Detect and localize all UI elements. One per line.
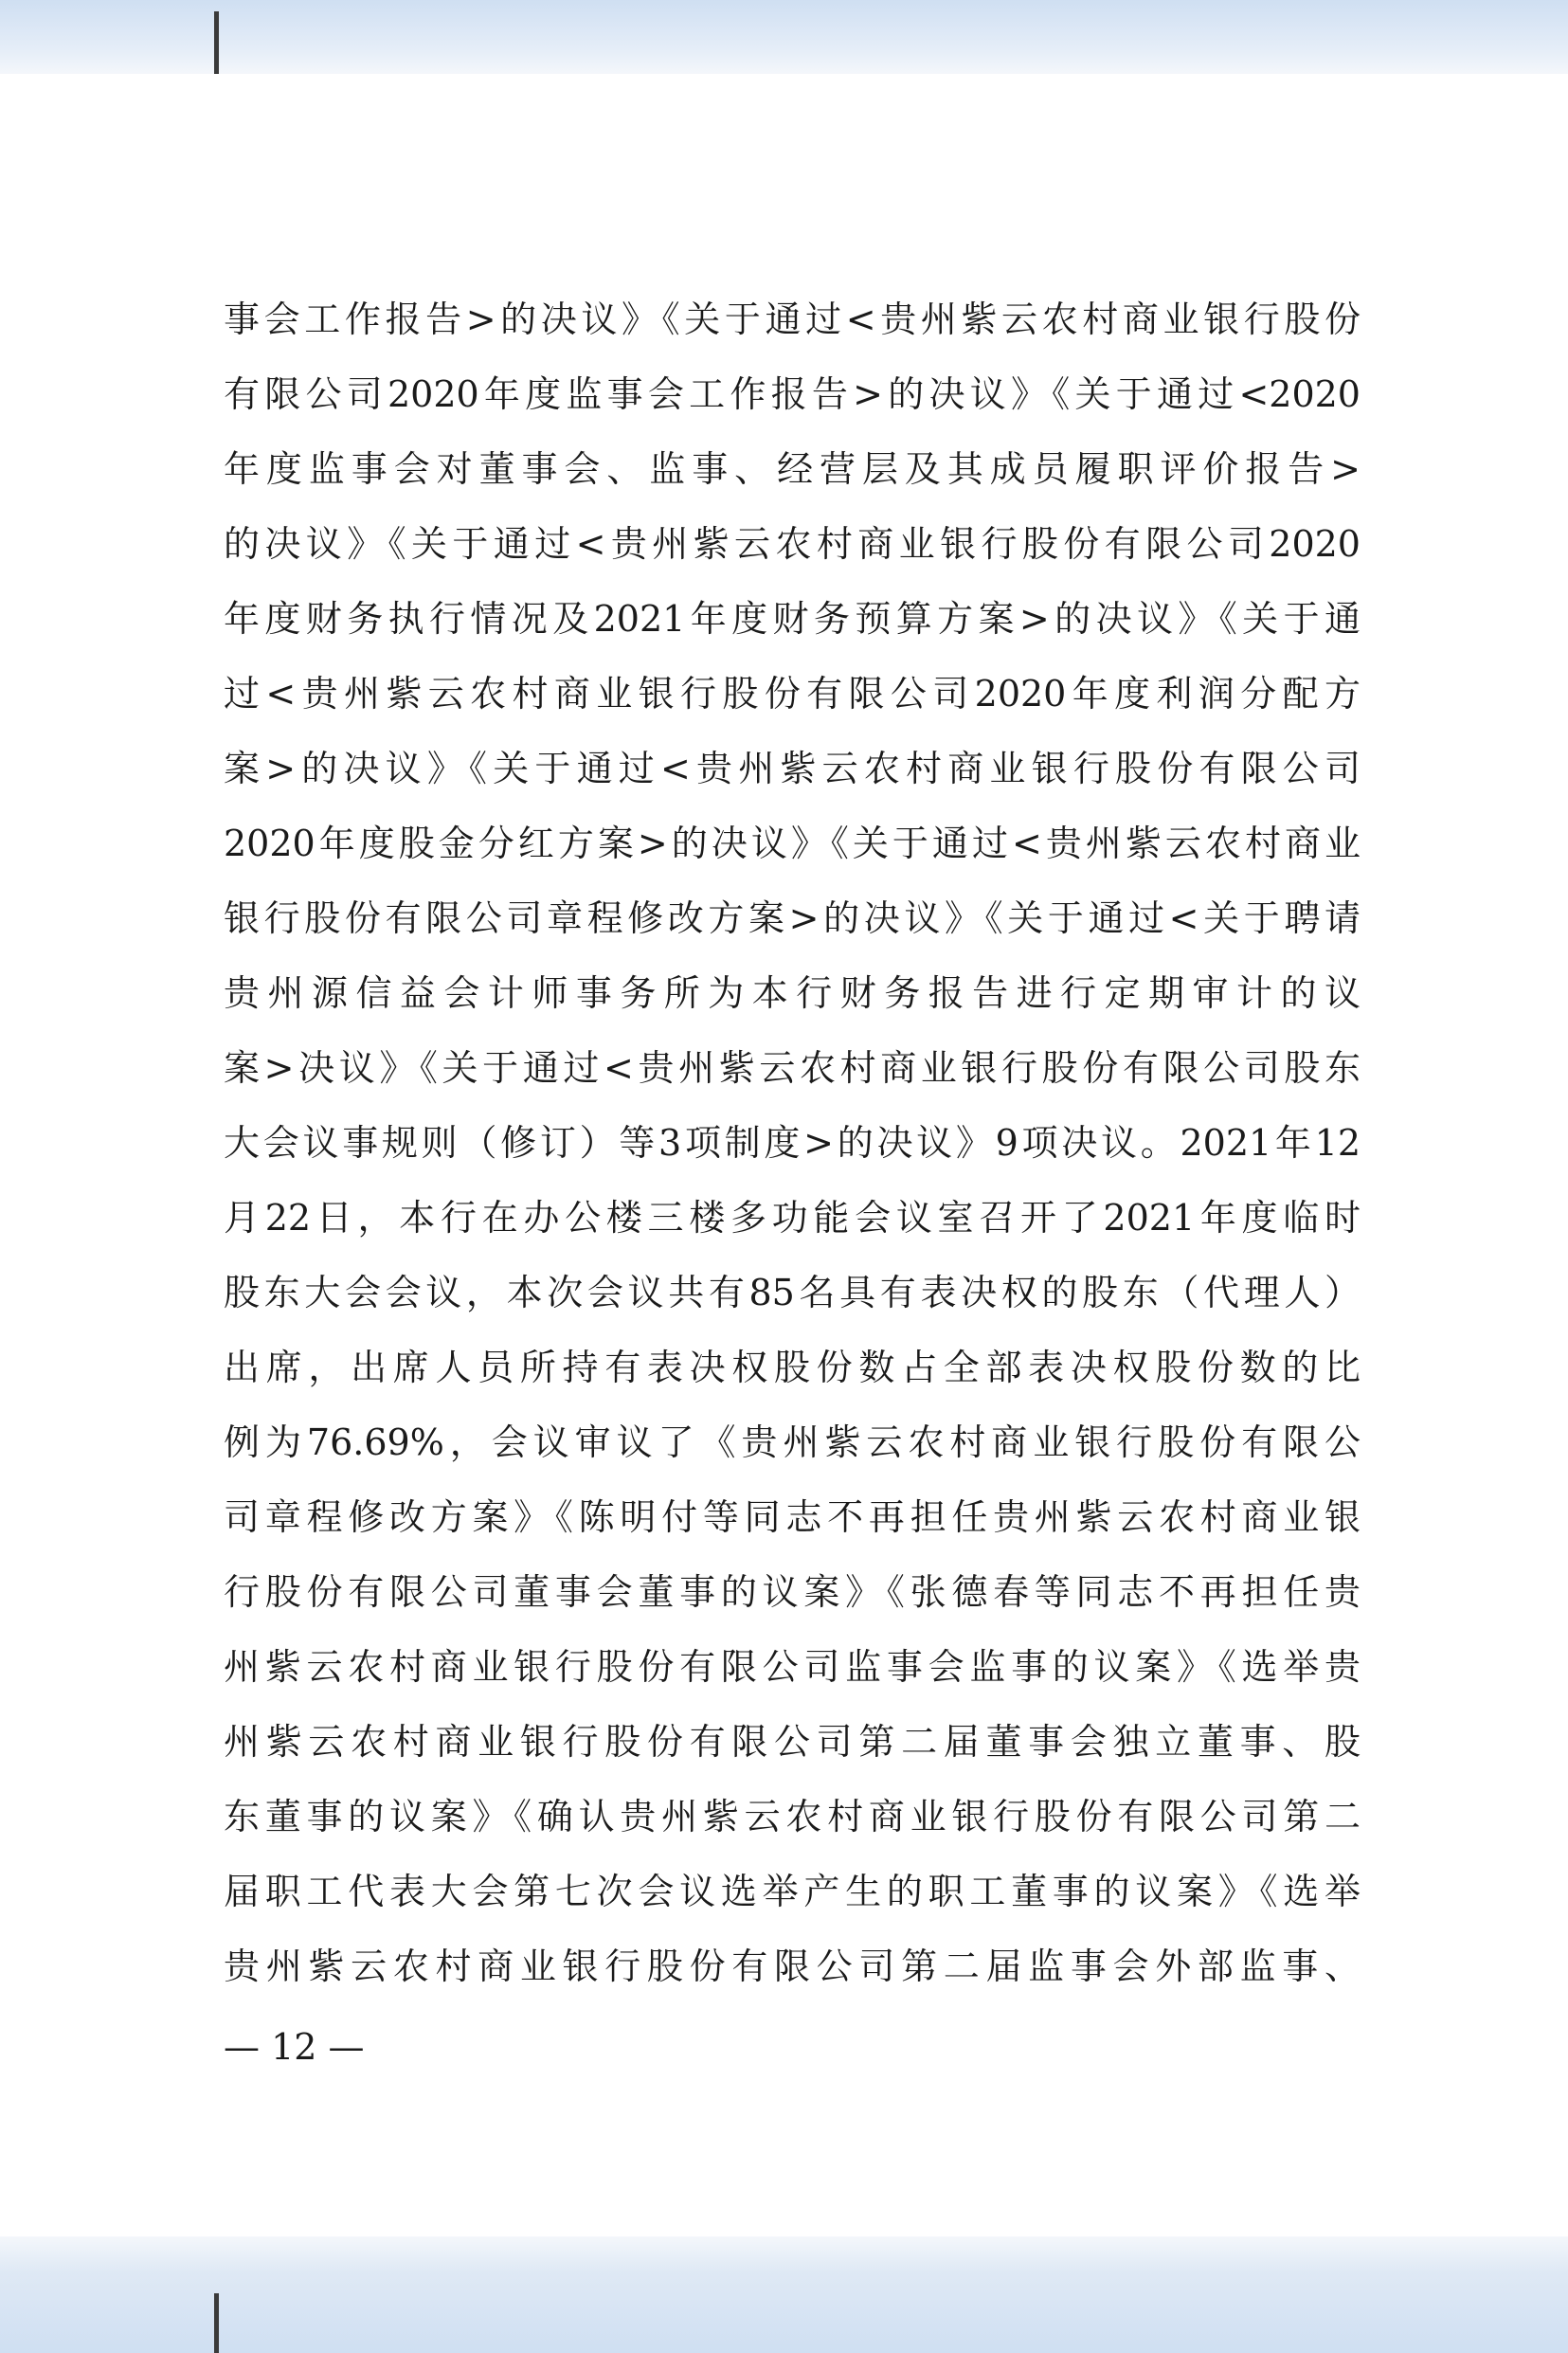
text-line: 2020年度股金分红方案>的决议》《关于通过<贵州紫云农村商业: [224, 823, 1361, 864]
text-line: 的决议》《关于通过<贵州紫云农村商业银行股份有限公司2020: [224, 523, 1361, 565]
text-line: 司章程修改方案》《陈明付等同志不再担任贵州紫云农村商业银: [224, 1496, 1361, 1538]
text-line: 月22日，本行在办公楼三楼多功能会议室召开了2021年度临时: [224, 1197, 1361, 1239]
text-line: 贵州源信益会计师事务所为本行财务报告进行定期审计的议: [224, 972, 1361, 1014]
text-line: 州紫云农村商业银行股份有限公司监事会监事的议案》《选举贵: [224, 1646, 1361, 1688]
scan-band-bottom: [0, 2236, 1568, 2353]
text-line: 有限公司2020年度监事会工作报告>的决议》《关于通过<2020: [224, 373, 1361, 415]
text-line: 大会议事规则（修订）等3项制度>的决议》9项决议。2021年12: [224, 1122, 1361, 1164]
text-line: 州紫云农村商业银行股份有限公司第二届董事会独立董事、股: [224, 1721, 1361, 1763]
text-line: 届职工代表大会第七次会议选举产生的职工董事的议案》《选举: [224, 1871, 1361, 1912]
text-line: 行股份有限公司董事会董事的议案》《张德春等同志不再担任贵: [224, 1571, 1361, 1613]
text-line: 年度财务执行情况及2021年度财务预算方案>的决议》《关于通: [224, 598, 1361, 640]
text-line: 东董事的议案》《确认贵州紫云农村商业银行股份有限公司第二: [224, 1796, 1361, 1837]
text-line: 事会工作报告>的决议》《关于通过<贵州紫云农村商业银行股份: [224, 299, 1361, 340]
text-line: 贵州紫云农村商业银行股份有限公司第二届监事会外部监事、: [224, 1946, 1361, 1987]
text-line: 出席，出席人员所持有表决权股份数占全部表决权股份数的比: [224, 1347, 1361, 1388]
text-line: 案>决议》《关于通过<贵州紫云农村商业银行股份有限公司股东: [224, 1047, 1361, 1089]
text-line: 案>的决议》《关于通过<贵州紫云农村商业银行股份有限公司: [224, 748, 1361, 789]
text-line: 股东大会会议，本次会议共有85名具有表决权的股东（代理人）: [224, 1272, 1361, 1313]
text-line: 年度监事会对董事会、监事、经营层及其成员履职评价报告>: [224, 448, 1361, 490]
text-line: 例为76.69%，会议审议了《贵州紫云农村商业银行股份有限公: [224, 1421, 1361, 1463]
text-line: 银行股份有限公司章程修改方案>的决议》《关于通过<关于聘请: [224, 897, 1361, 939]
page-number: — 12 —: [224, 2026, 365, 2068]
scan-band-top: [0, 0, 1568, 74]
binding-line-top: [214, 11, 219, 74]
text-line: 过<贵州紫云农村商业银行股份有限公司2020年度利润分配方: [224, 673, 1361, 715]
binding-line-bottom: [214, 2293, 219, 2353]
body-text: [224, 282, 1361, 2004]
